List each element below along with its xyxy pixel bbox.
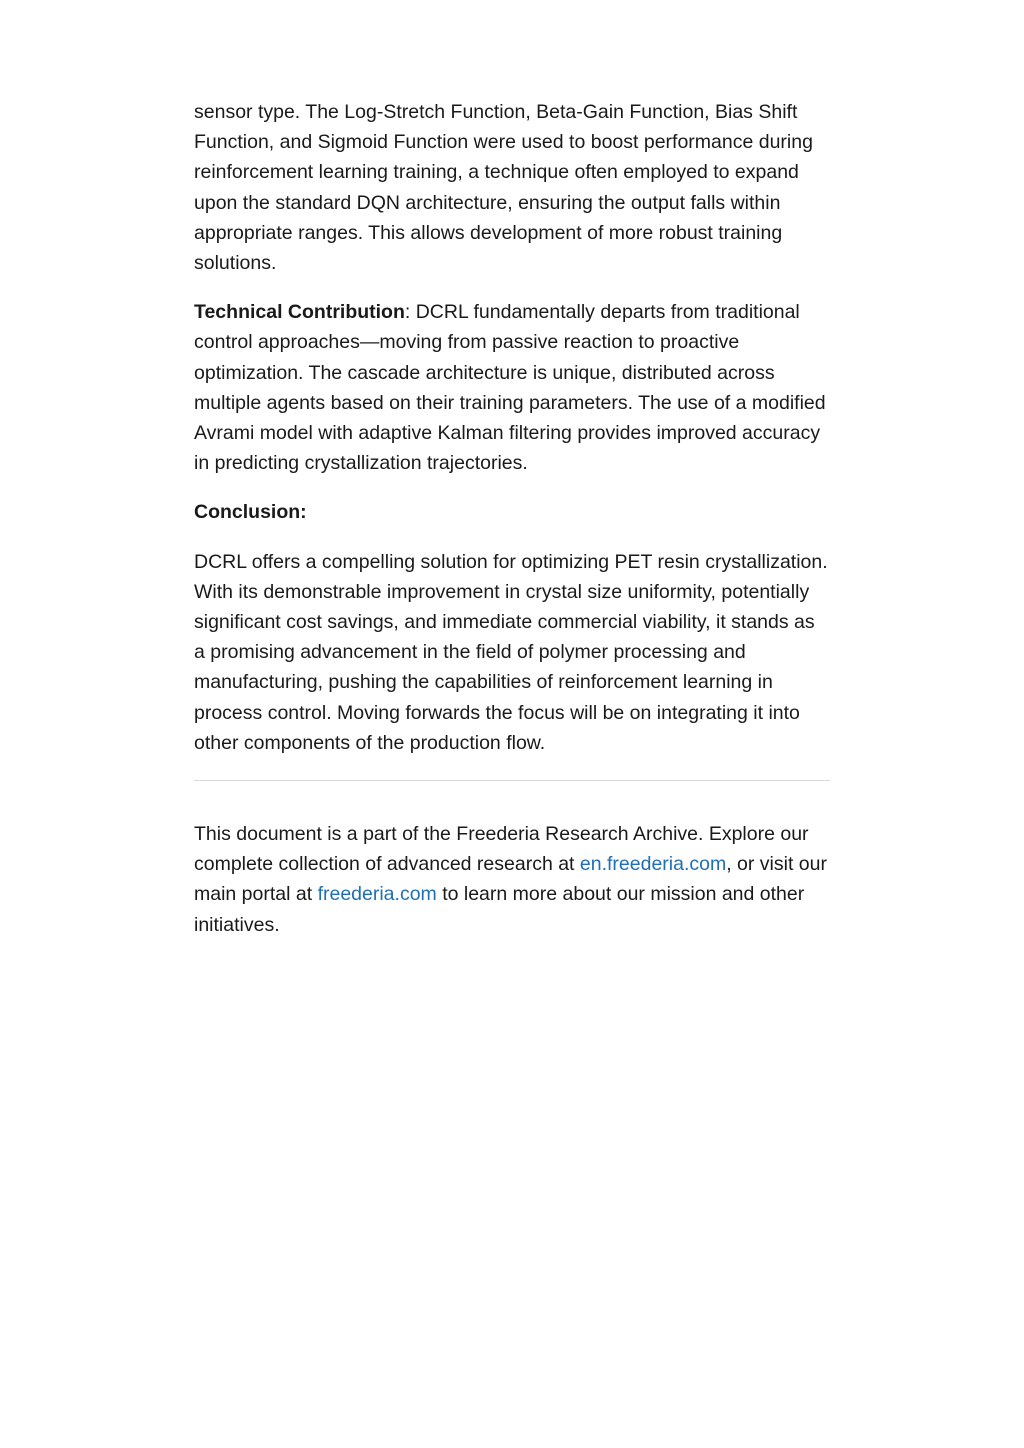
footer-text-2: , or visit our main portal at [194,853,827,906]
conclusion-paragraph: DCRL offers a compelling solution for optimizing PET resin crystallization. With its demonstrable improvement in crystal size uniformity, potentially significant cost savings, and immediate commercial viability, it stands as a promising advancement in the field of polymer processing and manufacturing, pushing the capabilities of reinforcement learning in process control. Moving forwards the focus will be on integrating it into other components of the production flow. [194,550,828,754]
footer-text-3: to learn more about our mission and other initiatives. [194,883,805,936]
intro-paragraph: sensor type. The Log-Stretch Function, Beta-Gain Function, Bias Shift Function, and Sigmoid Function were used to boost performance during reinforcement learning training, a technique often employed to expand upon the standard DQN architecture, ensuring the output falls within appropriate ranges. This allows development of more robust training solutions. [194,101,813,275]
freederia-link[interactable]: freederia.com [317,883,437,906]
conclusion-heading: Conclusion: [194,501,307,524]
footer-paragraph [194,819,830,940]
footer-text-1: This document is a part of the Freederia Research Archive. Explore our complete collection of advanced research at [194,823,809,876]
document-page [194,97,830,959]
technical-contribution-text: : DCRL fundamentally departs from traditional control approaches—moving from passive reaction to proactive optimization. The cascade architecture is unique, distributed across multiple agents based on their training parameters. The use of a modified Avrami model with adaptive Kalman filtering provides improved accuracy in predicting crystallization trajectories. [194,301,826,475]
section-divider [194,780,830,781]
en-freederia-link[interactable]: en.freederia.com [579,853,727,876]
technical-contribution-label: Technical Contribution [194,301,405,324]
technical-contribution-paragraph [194,297,830,478]
